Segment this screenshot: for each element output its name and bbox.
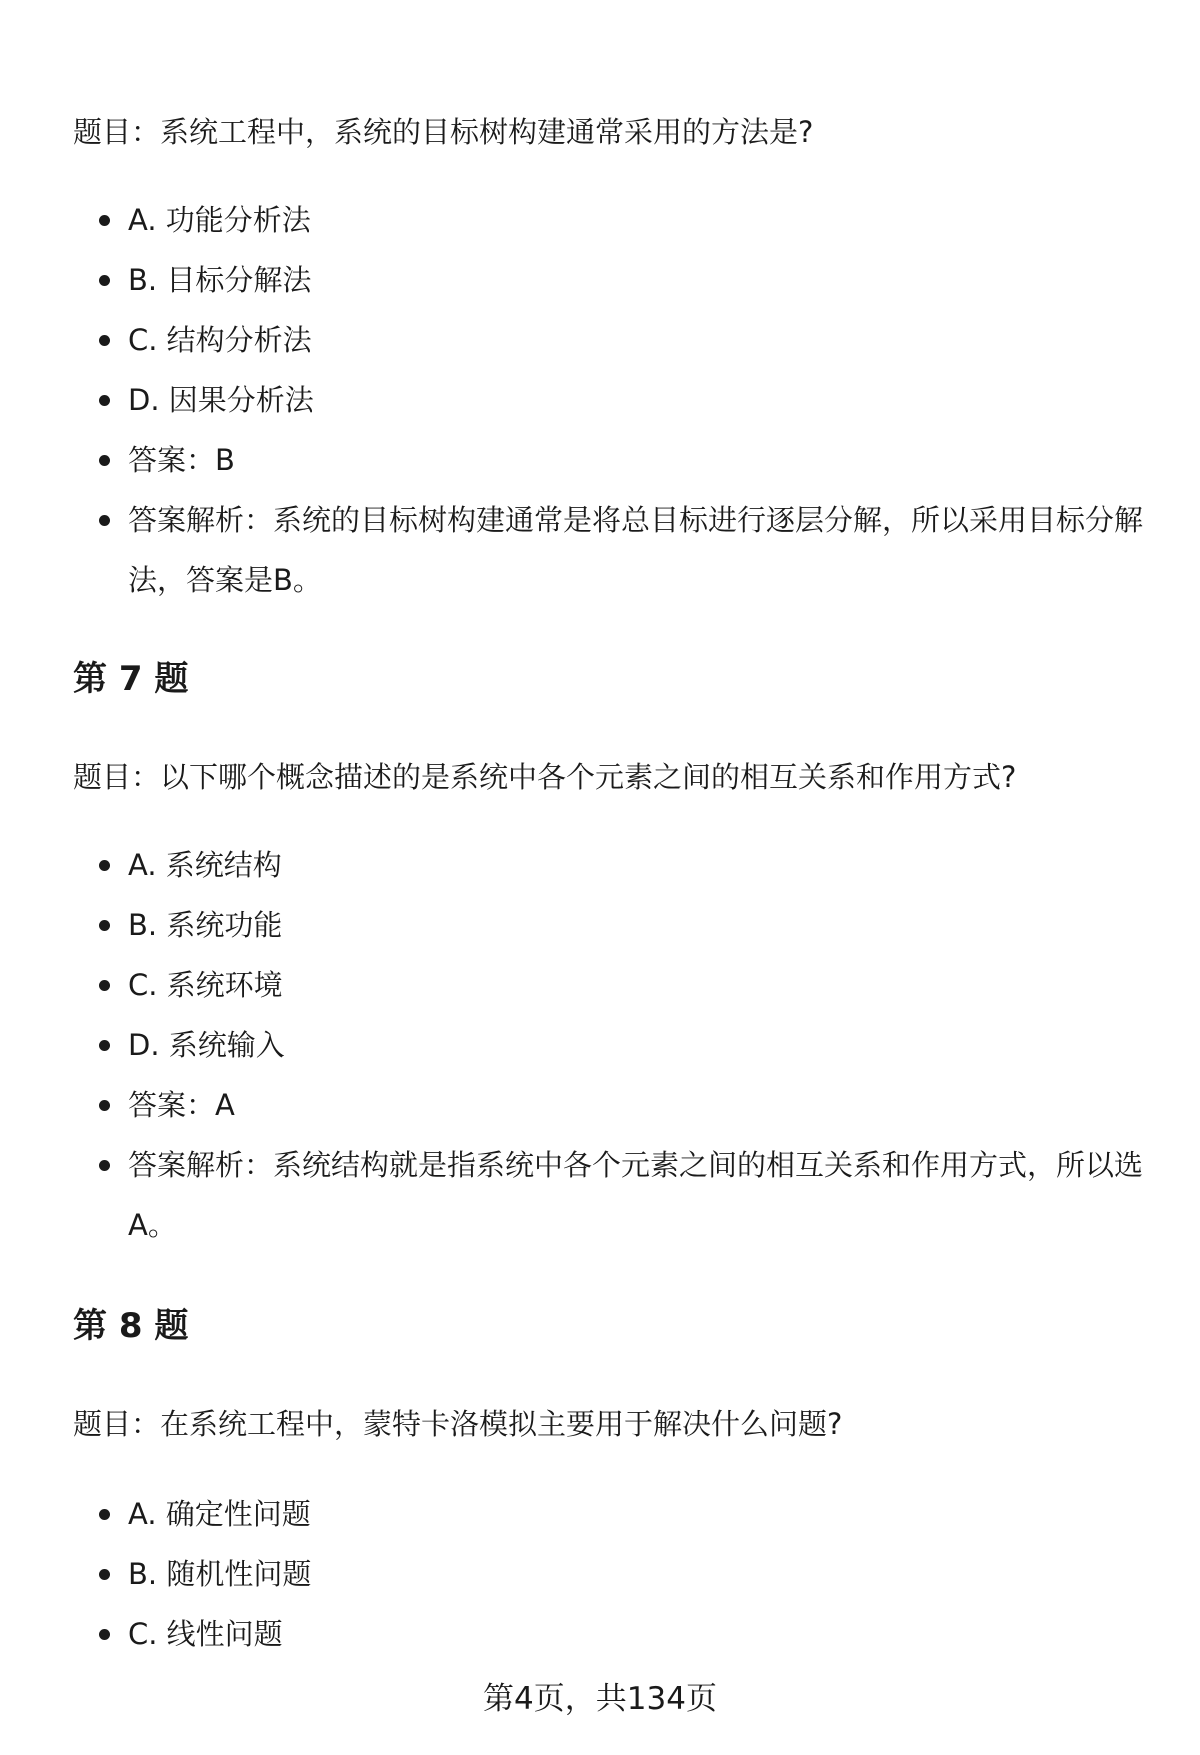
q7-options-list — [73, 835, 1153, 1255]
q6-question-text: 题目：系统工程中，系统的目标树构建通常采用的方法是? — [73, 115, 814, 149]
q8-option-a: A. 确定性问题 — [73, 1484, 1153, 1544]
page-number-footer: 第4页，共134页 — [483, 1681, 717, 1717]
q6-option-a: A. 功能分析法 — [73, 190, 1153, 250]
q7-option-b: B. 系统功能 — [73, 895, 1153, 955]
q8-question-text: 题目：在系统工程中，蒙特卡洛模拟主要用于解决什么问题? — [73, 1407, 843, 1441]
q6-option-c: C. 结构分析法 — [73, 310, 1153, 370]
q7-heading: 第 7 题 — [73, 659, 189, 699]
q7-option-c: C. 系统环境 — [73, 955, 1153, 1015]
q7-answer: 答案：A — [73, 1075, 1153, 1135]
q8-heading: 第 8 题 — [73, 1306, 189, 1346]
q7-explanation: 答案解析：系统结构就是指系统中各个元素之间的相互关系和作用方式，所以选A。 — [73, 1135, 1153, 1255]
q8-options-list — [73, 1484, 1153, 1664]
q6-answer: 答案：B — [73, 430, 1153, 490]
q7-option-a: A. 系统结构 — [73, 835, 1153, 895]
q8-option-c: C. 线性问题 — [73, 1604, 1153, 1664]
q7-question-text: 题目：以下哪个概念描述的是系统中各个元素之间的相互关系和作用方式? — [73, 760, 1017, 794]
q6-options-list — [73, 190, 1153, 610]
q6-explanation: 答案解析：系统的目标树构建通常是将总目标进行逐层分解，所以采用目标分解法，答案是B。 — [73, 490, 1153, 610]
q6-option-d: D. 因果分析法 — [73, 370, 1153, 430]
q6-option-b: B. 目标分解法 — [73, 250, 1153, 310]
q8-option-b: B. 随机性问题 — [73, 1544, 1153, 1604]
q7-option-d: D. 系统输入 — [73, 1015, 1153, 1075]
